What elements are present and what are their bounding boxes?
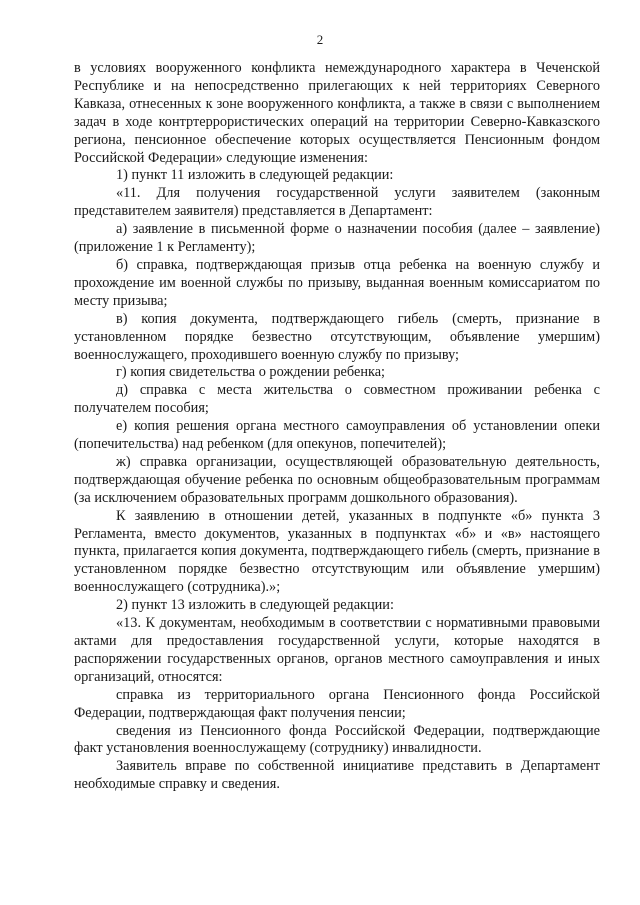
- subitem-v: в) копия документа, подтверждающего гибель (смерть, признание в установленном порядке безвестно отсутствующим, объявление умершим) военнослужащего, проходившего военную службу по призыву;: [74, 310, 600, 363]
- subitem-b: б) справка, подтверждающая призыв отца ребенка на военную службу и прохождение им военной службы по призыву, выданная военным комиссариатом по месту призыва;: [74, 256, 600, 309]
- subitem-d: д) справка с места жительства о совместном проживании ребенка с получателем пособия;: [74, 382, 600, 417]
- item-2-heading: 2) пункт 13 изложить в следующей редакции:: [116, 597, 394, 614]
- applicant-right-paragraph: Заявитель вправе по собственной инициативе представить в Департамент необходимые справку и сведения.: [74, 758, 600, 793]
- subitem-e: е) копия решения органа местного самоуправления об установлении опеки (попечительства) над ребенком (для опекунов, попечителей);: [74, 418, 600, 453]
- subitem-g: г) копия свидетельства о рождении ребенка;: [116, 364, 386, 381]
- attachment-note-paragraph: К заявлению в отношении детей, указанных в подпункте «б» пункта 3 Регламента, вместо документов, указанных в подпунктах «б» и «в» настоящего пункта, прилагается копия документа, подтверждающего гибель (смерть, признание в установленном порядке безвестно отсутствующим или объявление умершим) военнослужащего (сотрудника).»;: [74, 507, 600, 596]
- subitem-a: а) заявление в письменной форме о назначении пособия (далее – заявление) (приложение 1 к Регламенту);: [74, 221, 600, 256]
- clause-13-paragraph: «13. К документам, необходимым в соответствии с нормативными правовыми актами для предоставления государственной услуги, которые находятся в распоряжении государственных органов, органов местного самоуправления и иных организаций, относятся:: [74, 615, 600, 685]
- pension-certificate-paragraph: справка из территориального органа Пенсионного фонда Российской Федерации, подтверждающая факт получения пенсии;: [74, 686, 600, 721]
- item-1-heading: 1) пункт 11 изложить в следующей редакции:: [116, 167, 394, 184]
- disability-info-paragraph: сведения из Пенсионного фонда Российской Федерации, подтверждающие факт установления военнослужащему (сотруднику) инвалидности.: [74, 722, 600, 757]
- document-body: [74, 60, 600, 794]
- page-number: 2: [316, 32, 324, 47]
- subitem-zh: ж) справка организации, осуществляющей образовательную деятельность, подтверждающая обучение ребенка по основным общеобразовательным программам (за исключением образовательных программ дошкольного образования).: [74, 453, 600, 506]
- clause-11-paragraph: «11. Для получения государственной услуги заявителем (законным представителем заявителя) представляется в Департамент:: [74, 185, 600, 220]
- intro-paragraph: в условиях вооруженного конфликта немеждународного характера в Чеченской Республике и на непосредственно прилегающих к ней территориях Северного Кавказа, отнесенных к зоне вооруженного конфликта, а также в связи с выполнением задач в ходе контртеррористических операций на территории Северно-Кавказского региона, пенсионное обеспечение которых осуществляется Пенсионным фондом Российской Федерации» следующие изменения:: [74, 60, 600, 166]
